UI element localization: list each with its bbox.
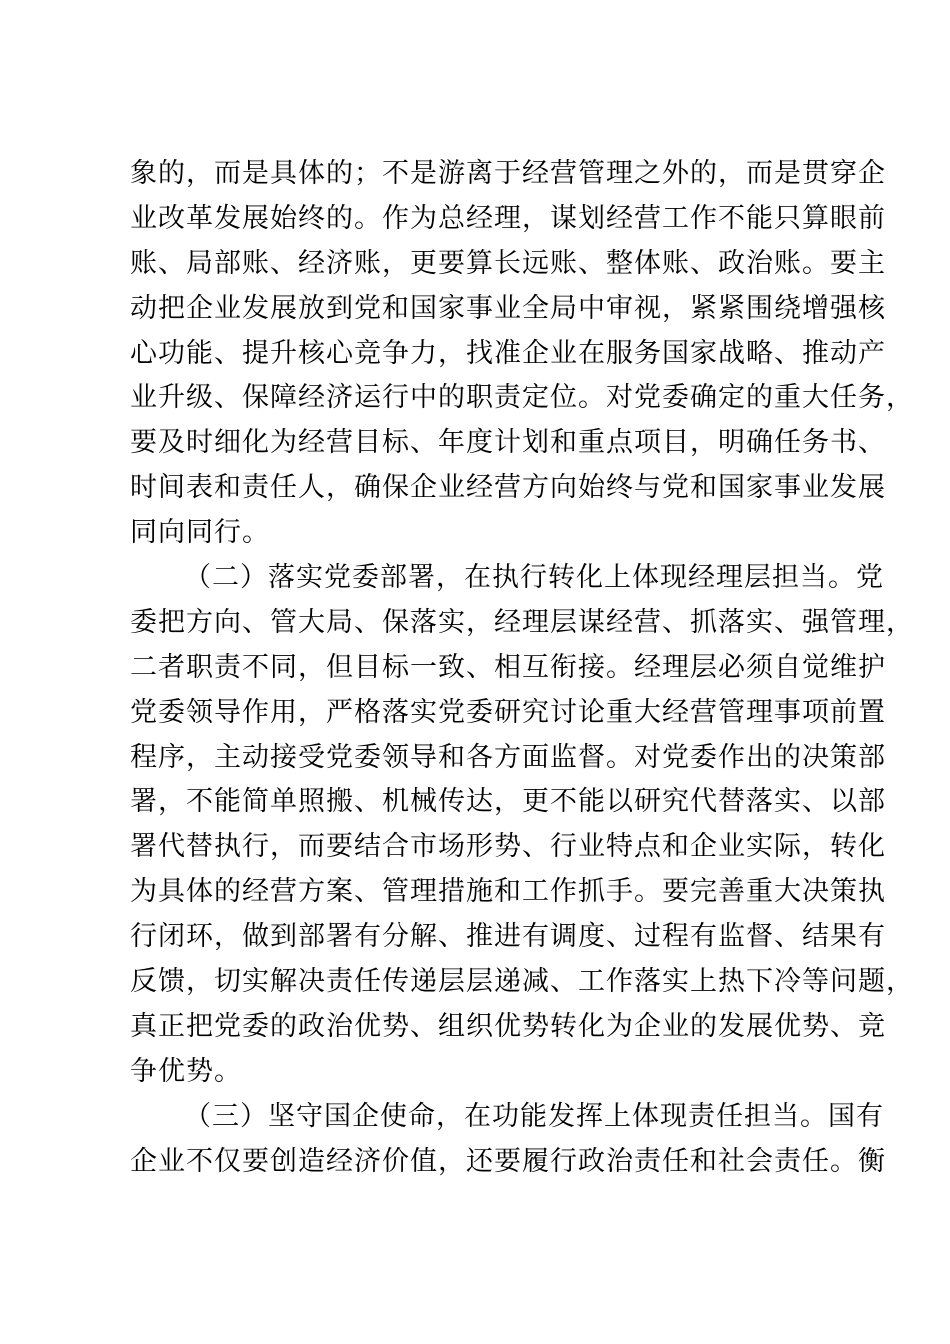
text-line: 动把企业发展放到党和国家事业全局中审视，紧紧围绕增强核: [130, 292, 886, 324]
text-line: 账、局部账、经济账，更要算长远账、整体账、政治账。要主: [130, 247, 886, 279]
text-line: 署，不能简单照搬、机械传达，更不能以研究代替落实、以部: [130, 786, 886, 818]
text-line: 二者职责不同，但目标一致、相互衔接。经理层必须自觉维护: [130, 651, 886, 683]
text-line: 反馈，切实解决责任传递层层递减、工作落实上热下冷等问题，: [130, 966, 914, 998]
text-line: 同向同行。: [130, 517, 270, 549]
text-line: 为具体的经营方案、管理措施和工作抓手。要完善重大决策执: [130, 876, 886, 908]
section-heading-line: （三）坚守国企使命，在功能发挥上体现责任担当。国有: [184, 1100, 884, 1132]
text-line: 署代替执行，而要结合市场形势、行业特点和企业实际，转化: [130, 831, 886, 863]
text-line: 行闭环，做到部署有分解、推进有调度、过程有监督、结果有: [130, 921, 886, 953]
text-line: 业改革发展始终的。作为总经理，谋划经营工作不能只算眼前: [130, 202, 886, 234]
text-line: 争优势。: [130, 1055, 242, 1087]
body-text: [130, 152, 914, 1184]
text-line: 业升级、保障经济运行中的职责定位。对党委确定的重大任务，: [130, 382, 914, 414]
text-line: 委把方向、管大局、保落实，经理层谋经营、抓落实、强管理，: [130, 606, 914, 638]
text-line: 心功能、提升核心竞争力，找准企业在服务国家战略、推动产: [130, 337, 886, 369]
text-line: 时间表和责任人，确保企业经营方向始终与党和国家事业发展: [130, 472, 886, 504]
text-line: 要及时细化为经营目标、年度计划和重点项目，明确任务书、: [130, 427, 886, 459]
text-line: 党委领导作用，严格落实党委研究讨论重大经营管理事项前置: [130, 696, 886, 728]
text-line: 程序，主动接受党委领导和各方面监督。对党委作出的决策部: [130, 741, 886, 773]
section-heading-line: （二）落实党委部署，在执行转化上体现经理层担当。党: [184, 562, 884, 594]
text-line: 真正把党委的政治优势、组织优势转化为企业的发展优势、竞: [130, 1010, 886, 1042]
text-line: 象的，而是具体的；不是游离于经营管理之外的，而是贯穿企: [130, 158, 886, 189]
text-line: 企业不仅要创造经济价值，还要履行政治责任和社会责任。衡: [130, 1145, 886, 1177]
